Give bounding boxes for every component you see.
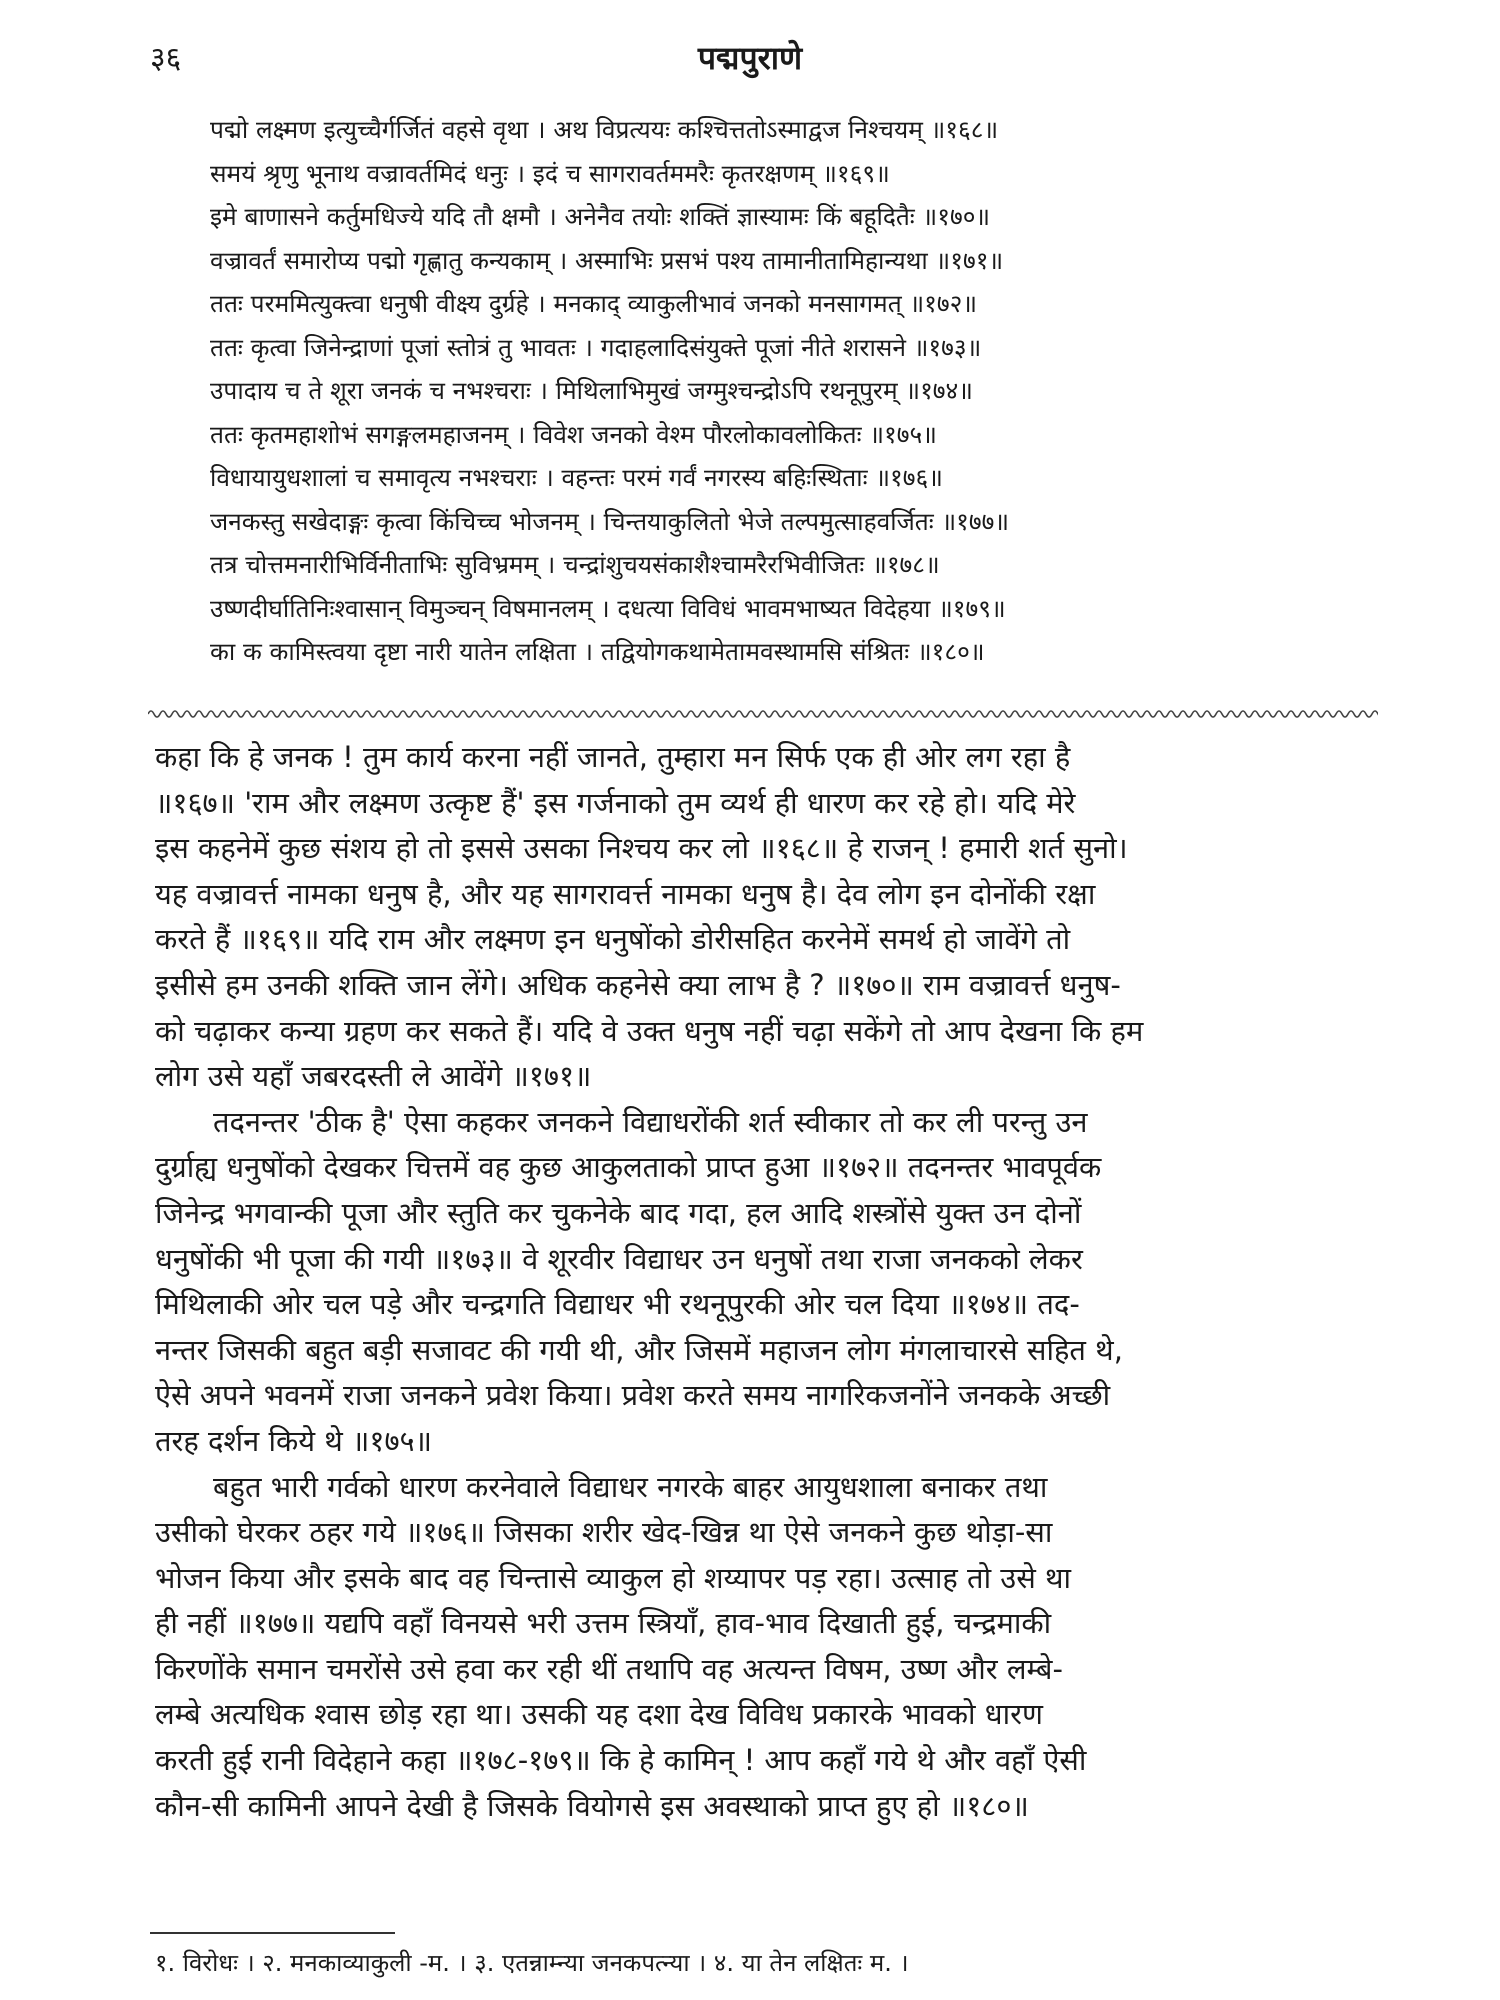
verse-line: ततः कृतमहाशोभं सगङ्गलमहाजनम् । विवेश जनको वेश्म पौरलोकावलोकितः ॥१७५॥ (210, 419, 937, 449)
translation-line: को चढ़ाकर कन्या ग्रहण कर सकते हैं। यदि वे उक्त धनुष नहीं चढ़ा सकेंगे तो आप देखना कि हम (155, 1013, 1144, 1048)
translation-line: मिथिलाकी ओर चल पड़े और चन्द्रगति विद्याधर भी रथनूपुरकी ओर चल दिया ॥१७४॥ तद- (155, 1287, 1080, 1322)
translation-line: करती हुई रानी विदेहाने कहा ॥१७८-१७९॥ कि हे कामिन् ! आप कहाँ गये थे और वहाँ ऐसी (155, 1743, 1087, 1778)
sanskrit-verses (210, 108, 1350, 674)
footnotes: १. विरोधः । २. मनकाव्याकुली -म. । ३. एतन्नाम्न्या जनकपत्न्या । ४. या तेन लक्षितः म. । (155, 1949, 909, 1977)
verse-line: ततः कृत्वा जिनेन्द्राणां पूजां स्तोत्रं तु भावतः । गदाहलादिसंयुक्ते पूजां नीते शरासने ॥१७३॥ (210, 332, 982, 362)
translation-line: कहा कि हे जनक ! तुम कार्य करना नहीं जानते, तुम्हारा मन सिर्फ एक ही ओर लग रहा है (155, 740, 1071, 774)
page-number: ३६ (150, 41, 182, 76)
translation-line: लम्बे अत्यधिक श्वास छोड़ रहा था। उसकी यह दशा देख विविध प्रकारके भावको धारण (155, 1697, 1043, 1732)
translation-line: ऐसे अपने भवनमें राजा जनकने प्रवेश किया। प्रवेश करते समय नागरिकजनोंने जनकके अच्छी (155, 1378, 1111, 1413)
translation-line: धनुषोंकी भी पूजा की गयी ॥१७३॥ वे शूरवीर विद्याधर उन धनुषों तथा राजा जनकको लेकर (155, 1241, 1083, 1276)
translation-line: उसीको घेरकर ठहर गये ॥१७६॥ जिसका शरीर खेद-खिन्न था ऐसे जनकने कुछ थोड़ा-सा (155, 1515, 1053, 1550)
translation-line: तदनन्तर 'ठीक है' ऐसा कहकर जनकने विद्याधरोंकी शर्त स्वीकार तो कर ली परन्तु उन (213, 1104, 1088, 1139)
verse-line: विधायायुधशालां च समावृत्य नभश्चराः । वहन्तः परमं गर्वं नगरस्य बहिःस्थिताः ॥१७६॥ (210, 463, 943, 492)
translation-line: कौन-सी कामिनी आपने देखी है जिसके वियोगसे इस अवस्थाको प्राप्त हुए हो ॥१८०॥ (155, 1788, 1029, 1823)
verse-line: ततः परममित्युक्त्वा धनुषी वीक्ष्य दुर्ग्रहे । मनकाद् व्याकुलीभावं जनको मनसागमत् ॥१७२॥ (210, 289, 978, 318)
verse-line: इमे बाणासने कर्तुमधिज्ये यदि तौ क्षमौ । अनेनैव तयोः शक्तिं ज्ञास्यामः किं बहूदितैः ॥१७०॥ (210, 202, 991, 231)
translation-line: लोग उसे यहाँ जबरदस्ती ले आवेंगे ॥१७१॥ (155, 1059, 592, 1094)
translation-line: ही नहीं ॥१७७॥ यद्यपि वहाँ विनयसे भरी उत्तम स्त्रियाँ, हाव-भाव दिखाती हुई, चन्द्रमाकी (155, 1606, 1052, 1641)
verse-line: वज्रावर्तं समारोप्य पद्मो गृह्णातु कन्यकाम् । अस्माभिः प्रसभं पश्य तामानीतामिहान्यथा ॥१७१॥ (210, 245, 1004, 275)
verse-line: का क कामिस्त्वया दृष्टा नारी यातेन लक्षिता । तद्वियोगकथामेतामवस्थामसि संश्रितः ॥१८०॥ (210, 637, 985, 666)
verse-line: उपादाय च ते शूरा जनकं च नभश्चराः । मिथिलाभिमुखं जग्मुश्चन्द्रोऽपि रथनूपुरम् ॥१७४॥ (210, 376, 973, 405)
translation-line: भोजन किया और इसके बाद वह चिन्तासे व्याकुल हो शय्यापर पड़ रहा। उत्साह तो उसे था (155, 1560, 1072, 1595)
translation-line: इस कहनेमें कुछ संशय हो तो इससे उसका निश्चय कर लो ॥१६८॥ हे राजन् ! हमारी शर्त सुनो। (155, 831, 1128, 866)
translation-line: यह वज्रावर्त्त नामका धनुष है, और यह सागरावर्त्त नामका धनुष है। देव लोग इन दोनोंकी रक्षा (155, 876, 1096, 911)
translation-line: ॥१६७॥ 'राम और लक्ष्मण उत्कृष्ट हैं' इस गर्जनाको तुम व्यर्थ ही धारण कर रहे हो। यदि मेरे (155, 785, 1076, 820)
verse-line: पद्मो लक्ष्मण इत्युच्चैर्गर्जितं वहसे वृथा । अथ विप्रत्ययः कश्चित्ततोऽस्माद्वज निश्चयम् ॥१६८॥ (210, 115, 999, 144)
verse-line: तत्र चोत्तमनारीभिर्विनीताभिः सुविभ्रमम् । चन्द्रांशुचयसंकाशैश्चामरैरभिवीजितः ॥१७८॥ (210, 550, 940, 579)
wavy-divider (148, 706, 1378, 722)
translation-line: बहुत भारी गर्वको धारण करनेवाले विद्याधर नगरके बाहर आयुधशाला बनाकर तथा (213, 1469, 1048, 1504)
verse-line: जनकस्तु सखेदाङ्गः कृत्वा किंचिच्च भोजनम् । चिन्तयाकुलितो भेजे तल्पमुत्साहवर्जितः ॥१७७॥ (210, 506, 1010, 536)
translation-line: करते हैं ॥१६९॥ यदि राम और लक्ष्मण इन धनुषोंको डोरीसहित करनेमें समर्थ हो जावेंगे तो (155, 922, 1071, 957)
translation-line: किरणोंके समान चमरोंसे उसे हवा कर रही थीं तथापि वह अत्यन्त विषम, उष्ण और लम्बे- (155, 1651, 1063, 1686)
running-head: पद्मपुराणे (697, 39, 803, 77)
translation-line: दुर्ग्राह्य धनुषोंको देखकर चित्तमें वह कुछ आकुलताको प्राप्त हुआ ॥१७२॥ तदनन्तर भावपूर्वक (155, 1150, 1102, 1185)
hindi-translation (155, 735, 1375, 1829)
translation-line: जिनेन्द्र भगवान्की पूजा और स्तुति कर चुकनेके बाद गदा, हल आदि शस्त्रोंसे युक्त उन दोनों (155, 1195, 1082, 1230)
translation-line: इसीसे हम उनकी शक्ति जान लेंगे। अधिक कहनेसे क्या लाभ है ? ॥१७०॥ राम वज्रावर्त्त धनुष- (155, 967, 1121, 1002)
verse-line: समयं श्रृणु भूनाथ वज्रावर्तमिदं धनुः । इदं च सागरावर्तममरैः कृतरक्षणम् ॥१६९॥ (210, 158, 890, 188)
translation-line: तरह दर्शन किये थे ॥१७५॥ (155, 1423, 432, 1458)
footnote-rule (150, 1932, 395, 1934)
translation-line: नन्तर जिसकी बहुत बड़ी सजावट की गयी थी, और जिसमें महाजन लोग मंगलाचारसे सहित थे, (155, 1332, 1123, 1367)
verse-line: उष्णदीर्घातिनिःश्वासान् विमुञ्चन् विषमानलम् । दधत्या विविधं भावमभाष्यत विदेहया ॥१७९॥ (210, 593, 1006, 623)
